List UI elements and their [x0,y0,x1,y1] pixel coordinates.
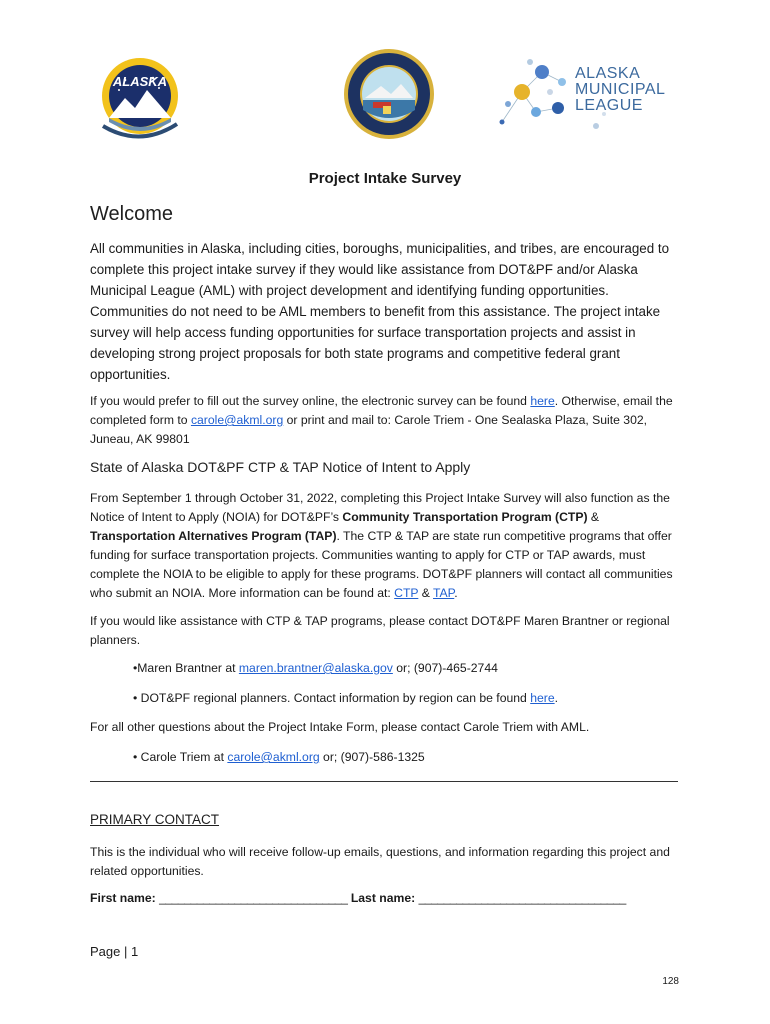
page-footer-label: Page | 1 [90,944,139,959]
alaska-dotpf-seal-logo [343,48,435,140]
survey-text-a: If you would prefer to fill out the survey online, the electronic survey can be found [90,394,531,408]
tap-link[interactable]: TAP [433,586,455,600]
noia-text-e: . [454,586,458,600]
last-name-field[interactable]: _________________________________ [418,891,626,905]
name-fields-row [90,891,626,905]
noia-paragraph [90,489,680,603]
intro-paragraph: All communities in Alaska, including cities, boroughs, municipalities, and tribes, are encouraged to complete this project intake survey if they would like assistance from DOT&PF and/or Alaska Municipal League (AML) with project development and identifying funding opportunities. Communities do not need to be AML members to benefit from this assistance. The project intake survey will help access funding opportunities for surface transportation projects and assist in developing strong project proposals for both state programs and competitive federal grant opportunities. [90,241,670,382]
survey-instructions-paragraph [90,392,680,449]
primary-contact-heading: PRIMARY CONTACT [90,812,220,827]
carole-email-link[interactable]: carole@akml.org [227,750,320,764]
contact-bullet-carole [133,748,425,767]
aml-wordmark-line1: ALASKA [575,65,641,82]
ctp-program-name: Community Transportation Program (CTP) [342,510,588,524]
welcome-heading: Welcome [90,203,173,225]
aml-wordmark [575,66,665,114]
primary-contact-description: This is the individual who will receive follow-up emails, questions, and information regarding this project and related opportunities. [90,845,670,878]
assistance-paragraph: If you would like assistance with CTP & TAP programs, please contact DOT&PF Maren Brantner or regional planners. [90,614,670,647]
carole-text-b: or; (907)-586-1325 [319,750,425,764]
survey-text-b: . Otherwise, email the completed form to [90,394,673,427]
regional-text-a: • DOT&PF regional planners. Contact information by region can be found [133,691,531,705]
noia-text-c: . The CTP & TAP are state run competitive programs that offer funding for surface transportation projects. Communities wanting to apply for CTP or TAP awards, must complete the NOIA to be eligible to apply for these programs. DOT&PF planners will contact all communities who submit an NOIA. More information can be found at: [90,529,673,600]
maren-text-a: •Maren Brantner at [133,661,239,675]
contact-bullet-maren [133,659,498,678]
first-name-label: First name: [90,891,156,905]
noia-text-b: & [587,510,600,524]
survey-online-link[interactable]: here [530,394,555,408]
maren-text-b: or; (907)-465-2744 [392,661,498,675]
seal-title-text: ALASKA [112,74,168,89]
aml-wordmark-line3: LEAGUE [575,97,643,114]
tap-program-name: Transportation Alternatives Program (TAP) [90,529,337,543]
survey-text-c: or print and mail to: Carole Triem - One Sealaska Plaza, Suite 302, Juneau, AK 99801 [90,413,648,446]
page-number: 128 [662,976,679,987]
regional-planners-link[interactable]: here [530,691,555,705]
ctp-link[interactable]: CTP [394,586,419,600]
document-title: Project Intake Survey [308,170,462,187]
maren-email-link[interactable]: maren.brantner@alaska.gov [238,661,393,675]
first-name-field[interactable]: ______________________________ [159,891,348,905]
noia-text-a: From September 1 through October 31, 2022, completing this Project Intake Survey will also function as the Notice of Intent to Apply (NOIA) for DOT&PF’s [90,491,670,524]
logo-header [0,48,770,148]
contact-bullet-regional [133,689,558,708]
other-questions-paragraph: For all other questions about the Project Intake Form, please contact Carole Triem with AML. [90,720,590,734]
noia-text-d: & [418,586,434,600]
carole-text-a: • Carole Triem at [133,750,228,764]
email-carole-link[interactable]: carole@akml.org [190,413,284,427]
section-divider [90,781,678,782]
noia-subheading: State of Alaska DOT&PF CTP & TAP Notice of Intent to Apply [90,459,471,475]
regional-text-b: . [554,691,558,705]
aml-wordmark-line2: MUNICIPAL [575,81,666,98]
last-name-label: Last name: [350,891,416,905]
